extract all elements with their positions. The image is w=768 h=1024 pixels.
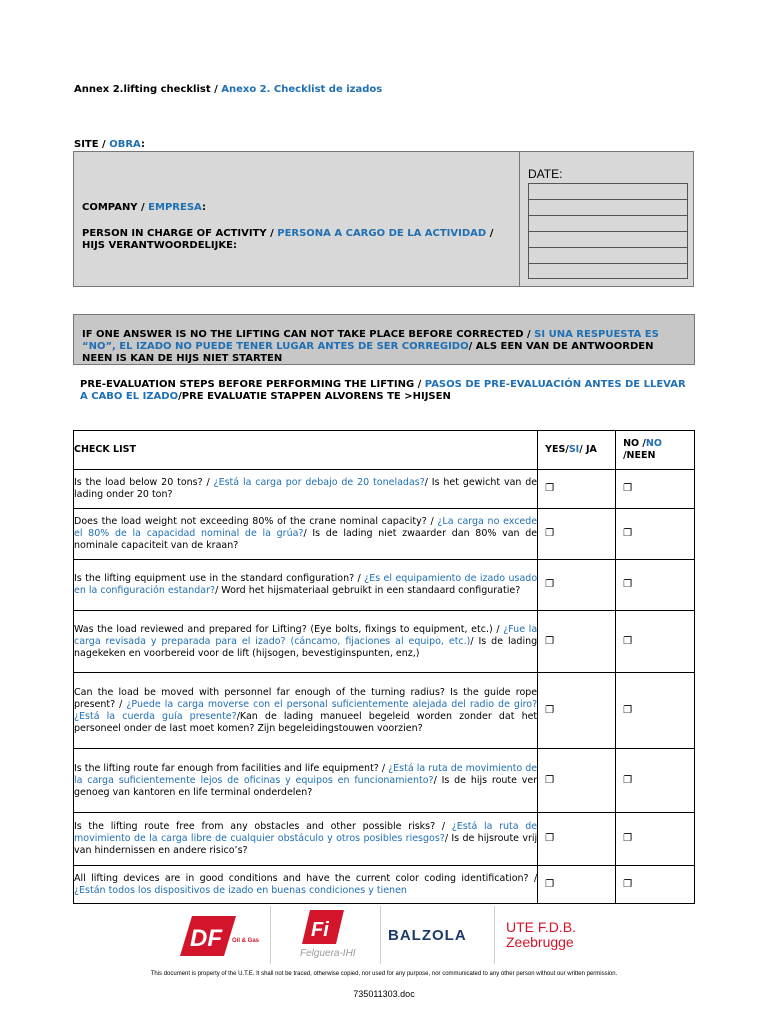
no-checkbox[interactable]: ❐ xyxy=(623,528,633,539)
english-dutch-text: Is the lifting route far enough from facilities and life equipment? / xyxy=(74,762,389,774)
spanish-text: ¿La carga no excede el 80% de la capacidad nominal de la grúa? xyxy=(74,516,538,539)
english-dutch-text: : xyxy=(201,202,206,213)
english-dutch-text: NO / xyxy=(623,438,646,449)
ute-line-2: Zeebrugge xyxy=(506,934,574,950)
spanish-text: Anexo 2. Checklist de izados xyxy=(221,84,383,95)
english-dutch-text: COMPANY / xyxy=(82,202,149,213)
fi-mark: Fi xyxy=(311,919,329,941)
english-dutch-text: / Is de lading niet zwaarder dan 80% van de nominale capaciteit van de kraan? xyxy=(74,528,538,551)
document-number: 735011303.doc xyxy=(353,989,415,999)
checklist-question xyxy=(74,470,538,509)
ute-fdb-logo xyxy=(498,906,598,964)
yes-cell xyxy=(538,611,616,673)
date-entry-field[interactable] xyxy=(528,231,688,247)
no-cell xyxy=(616,813,695,866)
english-dutch-text: Annex 2.lifting checklist / xyxy=(74,84,222,95)
yes-cell xyxy=(538,509,616,560)
header-no xyxy=(616,431,695,470)
english-dutch-text: Can the load be moved with personnel far enough of the turning radius? Is the guide rope present? / xyxy=(74,686,538,710)
checklist-table xyxy=(73,430,695,904)
english-dutch-text: / Is het gewicht van de lading onder 20 ton? xyxy=(74,477,538,500)
pre-evaluation-heading xyxy=(80,379,692,403)
spanish-text: NO xyxy=(645,438,662,449)
spanish-text: ¿Está la carga por debajo de 20 toneladas? xyxy=(213,477,425,488)
no-cell xyxy=(616,611,695,673)
yes-cell xyxy=(538,560,616,611)
yes-checkbox[interactable]: ❐ xyxy=(545,635,555,647)
df-mark: DF xyxy=(190,925,222,952)
spanish-text: ¿Están todos los dispositivos de izado en buenas condiciones y tienen xyxy=(74,884,407,896)
checklist-question xyxy=(74,509,538,560)
person-in-charge-label xyxy=(82,228,518,252)
yes-checkbox[interactable]: ❐ xyxy=(545,483,555,494)
checklist-row xyxy=(74,560,695,611)
spanish-text: PASOS DE PRE-EVALUACIÓN ANTES DE LLEVAR A CABO EL IZADO xyxy=(80,379,686,402)
balzola-wordmark: BALZOLA xyxy=(388,927,467,944)
yes-cell xyxy=(538,673,616,749)
spanish-text: ¿Es el equipamiento de izado usado en la configuración estandar? xyxy=(74,573,538,596)
english-dutch-text: /Kan de lading manueel begeleid worden zonder dat het personeel onder de last moet komen? Zijn begeleidingstouwen voorzien? xyxy=(74,710,538,734)
english-dutch-text: Does the load weight not exceeding 80% of the crane nominal capacity? / xyxy=(74,516,438,527)
no-checkbox[interactable]: ❐ xyxy=(623,483,633,494)
checklist-row xyxy=(74,813,695,866)
no-checkbox[interactable]: ❐ xyxy=(623,704,633,716)
spanish-text: PERSONA A CARGO DE LA ACTIVIDAD xyxy=(277,228,487,239)
checklist-row xyxy=(74,866,695,904)
yes-cell xyxy=(538,470,616,509)
checklist-row xyxy=(74,509,695,560)
confidentiality-notice: This document is property of the U.T.E. It shall not be traced, otherwise copied, nor used for any purpose, nor communicated to any other person without our written permission. xyxy=(150,971,618,977)
header-checklist: CHECK LIST xyxy=(74,431,538,470)
date-entry-field[interactable] xyxy=(528,215,688,231)
date-entry-field[interactable] xyxy=(528,199,688,215)
checklist-question xyxy=(74,560,538,611)
balzola-logo xyxy=(382,906,495,964)
yes-checkbox[interactable]: ❐ xyxy=(545,579,555,590)
no-checkbox[interactable]: ❐ xyxy=(623,878,633,890)
english-dutch-text: : xyxy=(140,139,145,150)
date-slots xyxy=(528,183,688,279)
english-dutch-text: / JA xyxy=(579,444,597,455)
no-cell xyxy=(616,749,695,813)
spanish-text: EMPRESA xyxy=(148,202,202,213)
no-checkbox[interactable]: ❐ xyxy=(623,774,633,786)
yes-cell xyxy=(538,866,616,904)
no-cell xyxy=(616,470,695,509)
yes-checkbox[interactable]: ❐ xyxy=(545,704,555,716)
english-dutch-text: / HIJS VERANTWOORDELIJKE: xyxy=(82,228,494,251)
english-dutch-text: Is the lifting route free from any obstacles and other possible risks? / xyxy=(74,821,452,832)
df-oil-gas-logo xyxy=(172,906,271,964)
spanish-text: ¿Fue la carga revisada y preparada para el izado? (cáncamo, fijaciones al equipo, etc.) xyxy=(74,623,538,647)
checklist-header-row xyxy=(74,431,695,470)
checklist-question xyxy=(74,749,538,813)
company-label xyxy=(82,202,206,213)
spanish-text: ¿Está la ruta de movimiento de la carga libre de cualquier obstáculo y otros posibles riesgos? xyxy=(74,821,538,844)
spanish-text: ¿Está la ruta de movimiento de la carga suficientemente lejos de oficinas y equipos en funcionamiento? xyxy=(74,762,538,786)
english-dutch-text: Is the lifting equipment use in the standard configuration? / xyxy=(74,573,365,584)
no-cell xyxy=(616,866,695,904)
english-dutch-text: / Is de hijs route ver genoeg van kantoren en life terminal onderdelen? xyxy=(74,774,538,798)
english-dutch-text: Was the load reviewed and prepared for Lifting? (Eye bolts, fixings to equipment, etc.) / xyxy=(74,623,504,635)
yes-cell xyxy=(538,813,616,866)
date-entry-field[interactable] xyxy=(528,263,688,279)
checklist-row xyxy=(74,470,695,509)
yes-cell xyxy=(538,749,616,813)
english-dutch-text: / ALS EEN VAN DE ANTWOORDEN NEEN IS KAN DE HIJS NIET STARTEN xyxy=(82,341,654,364)
checklist-question xyxy=(74,866,538,904)
df-subtitle: Oil & Gas xyxy=(232,938,260,944)
spanish-text: ¿Puede la carga moverse con el personal suficientemente alejada del radio de giro? ¿Está la cuerda guía presente? xyxy=(74,698,538,722)
english-dutch-text: /NEEN xyxy=(623,450,656,461)
no-cell xyxy=(616,509,695,560)
english-dutch-text: Is the load below 20 tons? / xyxy=(74,477,214,488)
english-dutch-text: / Word het hijsmateriaal gebruikt in een standaard configuratie? xyxy=(215,585,521,596)
yes-checkbox[interactable]: ❐ xyxy=(545,833,555,844)
date-entry-field[interactable] xyxy=(528,247,688,263)
date-label: DATE: xyxy=(528,167,563,181)
yes-checkbox[interactable]: ❐ xyxy=(545,774,555,786)
english-dutch-text: PERSON IN CHARGE OF ACTIVITY / xyxy=(82,228,278,239)
checklist-question xyxy=(74,813,538,866)
annex-title xyxy=(74,84,382,95)
felguera-ihi-logo xyxy=(272,906,381,964)
yes-checkbox[interactable]: ❐ xyxy=(545,528,555,539)
site-label xyxy=(74,139,145,150)
english-dutch-text: /PRE EVALUATIE STAPPEN ALVORENS TE >HIJSEN xyxy=(178,391,451,402)
no-checkbox[interactable]: ❐ xyxy=(623,833,633,844)
ute-line-1: UTE F.D.B. xyxy=(506,919,577,935)
no-cell xyxy=(616,673,695,749)
fi-badge-icon xyxy=(300,908,346,948)
english-dutch-text: SITE / xyxy=(74,139,110,150)
spanish-text: SI UNA RESPUESTA ES “NO”, EL IZADO NO PUEDE TENER LUGAR ANTES DE SER CORREGIDO xyxy=(82,329,659,352)
english-dutch-text: IF ONE ANSWER IS NO THE LIFTING CAN NOT TAKE PLACE BEFORE CORRECTED / xyxy=(82,329,535,340)
no-checkbox[interactable]: ❐ xyxy=(623,635,633,647)
fi-subtitle: Felguera-IHI xyxy=(300,948,356,959)
site-info-box xyxy=(73,151,694,287)
df-badge-icon xyxy=(178,914,238,958)
checklist-row xyxy=(74,749,695,813)
english-dutch-text: All lifting devices are in good conditions and have the current color coding identification? / xyxy=(74,872,538,884)
date-panel xyxy=(520,152,693,286)
english-dutch-text: YES/ xyxy=(545,444,569,455)
site-info-fields xyxy=(74,152,520,286)
checklist-row xyxy=(74,611,695,673)
spanish-text: SI xyxy=(568,444,580,455)
date-entry-field[interactable] xyxy=(528,183,688,199)
footer-logos xyxy=(172,906,597,964)
checklist-question xyxy=(74,673,538,749)
no-cell xyxy=(616,560,695,611)
header-yes xyxy=(538,431,616,470)
no-checkbox[interactable]: ❐ xyxy=(623,579,633,590)
spanish-text: OBRA xyxy=(109,139,141,150)
yes-checkbox[interactable]: ❐ xyxy=(545,878,555,890)
checklist-question xyxy=(74,611,538,673)
checklist-row xyxy=(74,673,695,749)
warning-banner xyxy=(73,314,695,365)
english-dutch-text: / Is de hijsroute vrij van hindernissen en andere risico’s? xyxy=(74,833,538,856)
english-dutch-text: PRE-EVALUATION STEPS BEFORE PERFORMING THE LIFTING / xyxy=(80,379,425,390)
english-dutch-text: / Is de lading nagekeken en voorbereid voor de lift (hijsogen, bevestiginspunten, enz,) xyxy=(74,635,538,659)
